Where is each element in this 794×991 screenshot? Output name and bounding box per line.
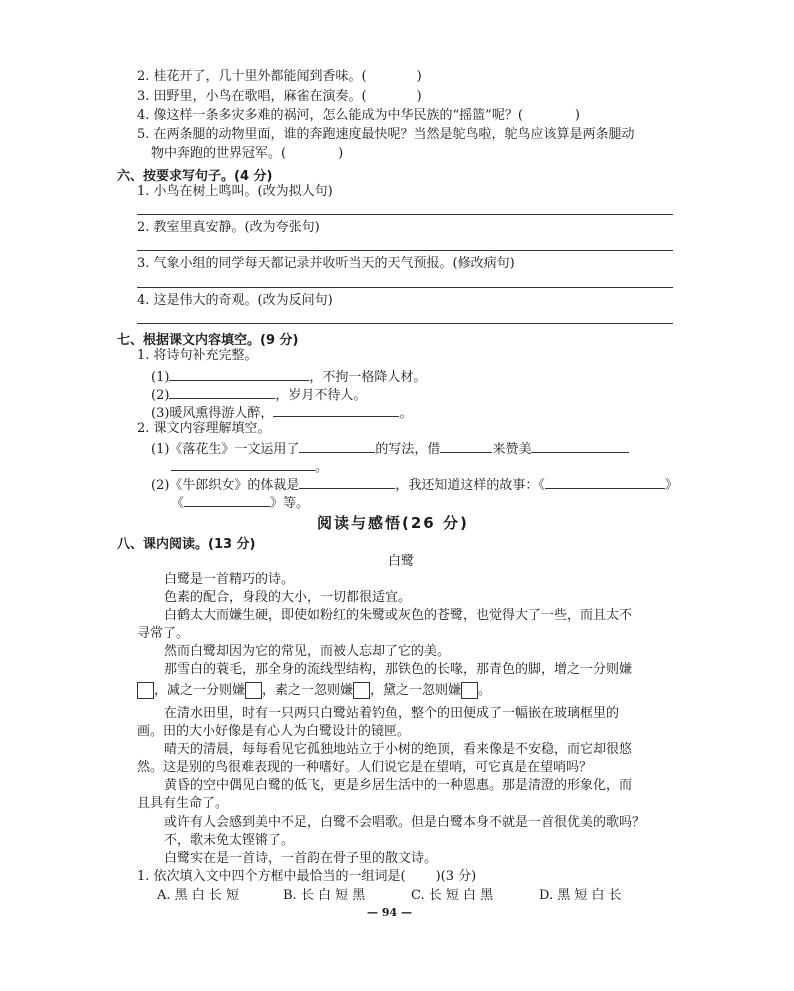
fill-box[interactable] xyxy=(137,682,154,699)
fill-blank[interactable] xyxy=(184,492,270,507)
passage-paragraph: 然。这是别的鸟很难表现的一种嗜好。人们说它是在望哨，可它真是在望哨吗？ xyxy=(137,760,593,775)
section-8-title: 八、课内阅读。(13 分) xyxy=(117,537,256,552)
reading-section-header: 阅读与感悟(26 分) xyxy=(317,514,469,532)
part8-q1: 1. 依次填入文中四个方框中最恰当的一组词是( )(3 分) xyxy=(137,869,477,884)
passage-title: 白鹭 xyxy=(388,554,415,569)
part7-q1-3: (3)暖风熏得游人醉， 。 xyxy=(151,402,412,423)
passage-paragraph: 且具有生命了。 xyxy=(137,796,229,811)
section-7-title: 七、根据课文内容填空。(9 分) xyxy=(117,333,299,348)
page-number: — 94 — xyxy=(367,906,412,919)
option-a[interactable]: A. 黑 白 长 短 xyxy=(157,888,240,903)
part7-q2: 2. 课文内容理解填空。 xyxy=(137,421,271,436)
part5-item-5: 5. 在两条腿的动物里面，谁的奔跑速度最快呢？当然是鸵鸟啦，鸵鸟应该算是两条腿动 xyxy=(137,127,635,142)
part6-item-2: 2. 教室里真安静。(改为夸张句) xyxy=(137,220,320,235)
part6-item-4: 4. 这是伟大的奇观。(改为反问句) xyxy=(137,293,333,308)
fill-box[interactable] xyxy=(353,682,370,699)
part7-q2-2: (2)《牛郎织女》的体裁是 ，我还知道这样的故事：《 》 xyxy=(151,474,678,495)
fill-blank[interactable] xyxy=(169,384,275,399)
part6-item-3: 3. 气象小组的同学每天都记录并收听当天的天气预报。(修改病句) xyxy=(137,256,515,271)
part7-q2-1: (1)《落花生》一文运用了 的写法，借 来赞美 xyxy=(151,438,629,459)
passage-paragraph: 不，歌未免太铿锵了。 xyxy=(164,833,295,848)
section-6-title: 六、按要求写句子。(4 分) xyxy=(117,169,273,184)
part7-q1-2: (2) ，岁月不待人。 xyxy=(151,384,366,405)
passage-paragraph: 寻常了。 xyxy=(137,626,190,641)
passage-paragraph: 白鹭是一首精巧的诗。 xyxy=(164,572,295,587)
passage-paragraph: 白鹭实在是一首诗，一首韵在骨子里的散文诗。 xyxy=(164,851,438,866)
part5-item-5-cont: 物中奔跑的世界冠军。( ) xyxy=(151,146,344,161)
answer-line[interactable] xyxy=(137,287,673,288)
answer-line[interactable] xyxy=(137,214,673,215)
part5-item-2: 2. 桂花开了，几十里外都能闻到香味。( ) xyxy=(137,69,422,84)
fill-blank[interactable] xyxy=(299,474,395,489)
option-d[interactable]: D. 黑 短 白 长 xyxy=(539,888,622,903)
fill-blank[interactable] xyxy=(531,438,629,453)
part7-q1: 1. 将诗句补充完整。 xyxy=(137,348,258,363)
part5-item-3: 3. 田野里，小鸟在歌唱，麻雀在演奏。( ) xyxy=(137,89,422,104)
fill-blank[interactable] xyxy=(299,438,375,453)
passage-paragraph: 白鹤太大而嫌生硬，即使如粉红的朱鹭或灰色的苍鹭，也觉得大了一些，而且太不 xyxy=(164,608,633,623)
part7-q2-2-cont: 《 》等。 xyxy=(171,492,309,513)
answer-line[interactable] xyxy=(137,323,673,324)
fill-box[interactable] xyxy=(461,682,478,699)
part7-q1-1: (1) ，不拘一格降人材。 xyxy=(151,366,426,387)
fill-blank[interactable] xyxy=(545,474,665,489)
part6-item-1: 1. 小鸟在树上鸣叫。(改为拟人句) xyxy=(137,184,333,199)
fill-blank[interactable] xyxy=(440,438,492,453)
part7-q2-1-cont: 。 xyxy=(171,456,328,477)
fill-blank[interactable] xyxy=(273,402,399,417)
passage-paragraph-boxes: ，减之一分则嫌 ，素之一忽则嫌 ，黛之一忽则嫌 。 xyxy=(137,682,491,700)
passage-paragraph: 那雪白的蓑毛，那全身的流线型结构，那铁色的长喙，那青色的脚，增之一分则嫌 xyxy=(164,662,633,677)
passage-paragraph: 然而白鹭却因为它的常见，而被人忘却了它的美。 xyxy=(164,644,451,659)
fill-blank[interactable] xyxy=(171,456,315,471)
fill-blank[interactable] xyxy=(169,366,309,381)
passage-paragraph: 色素的配合，身段的大小，一切都很适宜。 xyxy=(164,590,412,605)
option-b[interactable]: B. 长 白 短 黑 xyxy=(283,888,366,903)
passage-paragraph: 画。田的大小好像是有心人为白鹭设计的镜匣。 xyxy=(137,724,411,739)
passage-paragraph: 晴天的清晨，每每看见它孤独地站立于小树的绝顶，看来像是不安稳，而它却很悠 xyxy=(164,742,633,757)
passage-paragraph: 或许有人会感到美中不足，白鹭不会唱歌。但是白鹭本身不就是一首很优美的歌吗？ xyxy=(164,815,646,830)
passage-paragraph: 黄昏的空中偶见白鹭的低飞，更是乡居生活中的一种恩惠。那是清澄的形象化，而 xyxy=(164,778,633,793)
option-c[interactable]: C. 长 短 白 黑 xyxy=(411,888,494,903)
fill-box[interactable] xyxy=(245,682,262,699)
answer-line[interactable] xyxy=(137,250,673,251)
part5-item-4: 4. 像这样一条多灾多难的祸河，怎么能成为中华民族的“摇篮”呢？( ) xyxy=(137,108,580,123)
passage-paragraph: 在清水田里，时有一只两只白鹭站着钓鱼，整个的田便成了一幅嵌在玻璃框里的 xyxy=(164,706,620,721)
